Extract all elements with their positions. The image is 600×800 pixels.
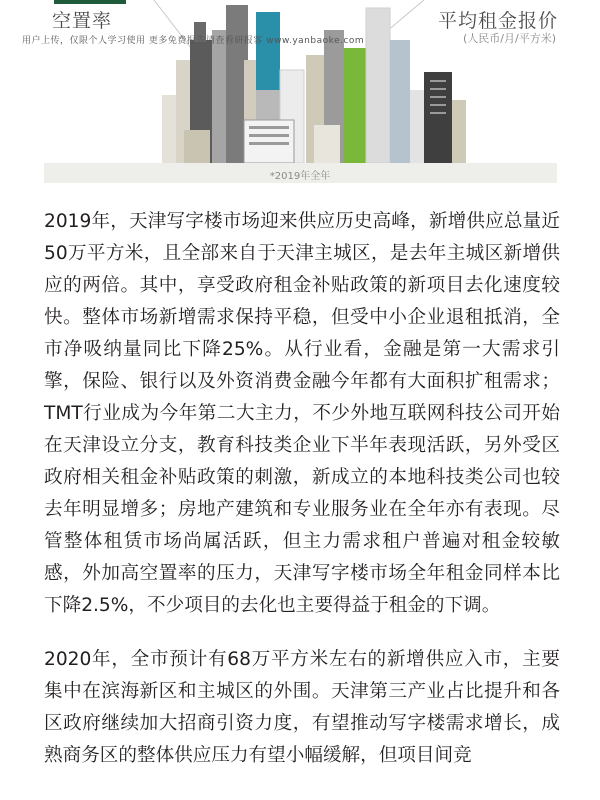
paragraph-2020: 2020年，全市预计有68万平方米左右的新增供应入市，主要集中在滨海新区和主城区的外围。天津第三产业占比提升和各区政府继续加大招商引资力度，有望推动写字楼需求增长，成熟商务区的整体供应压力有望小幅缓解，但项目间竞 [44,649,560,766]
paragraph-2019: 2019年，天津写字楼市场迎来供应历史高峰，新增供应总量近50万平方米，且全部来自于天津主城区，是去年主城区新增供应的两倍。其中，享受政府租金补贴政策的新项目去化速度较快。整体市场新增需求保持平稳，但受中小企业退租抵消，全市净吸纳量同比下降25%。从行业看，金融是第一大需求引擎，保险、银行以及外资消费金融今年都有大面积扩租需求；TMT行业成为今年第二大主力，不少外地互联网科技公司开始在天津设立分支，教育科技类企业下半年表现活跃，另外受区政府相关租金补贴政策的刺激，新成立的本地科技类公司也较去年明显增多；房地产建筑和专业服务业在全年亦有表现。尽管整体租赁市场尚属活跃，但主力需求租户普遍对租金较敏感，外加高空置率的压力，天津写字楼市场全年租金同样本比下降2.5%，不少项目的去化也主要得益于租金的下调。 [44,211,560,616]
year-footnote: *2019年全年 [269,171,331,182]
average-rent-label: 平均租金报价 [437,10,558,32]
vacancy-rate-label: 空置率 [52,10,113,32]
rent-unit-label: (人民币/月/平方米) [463,32,556,45]
watermark-text: 用户上传，仅限个人学习使用 更多免费报告请查看研报客 www.yanbaoke.com [22,36,365,46]
accent-bar [54,0,126,4]
article-body [44,206,560,794]
